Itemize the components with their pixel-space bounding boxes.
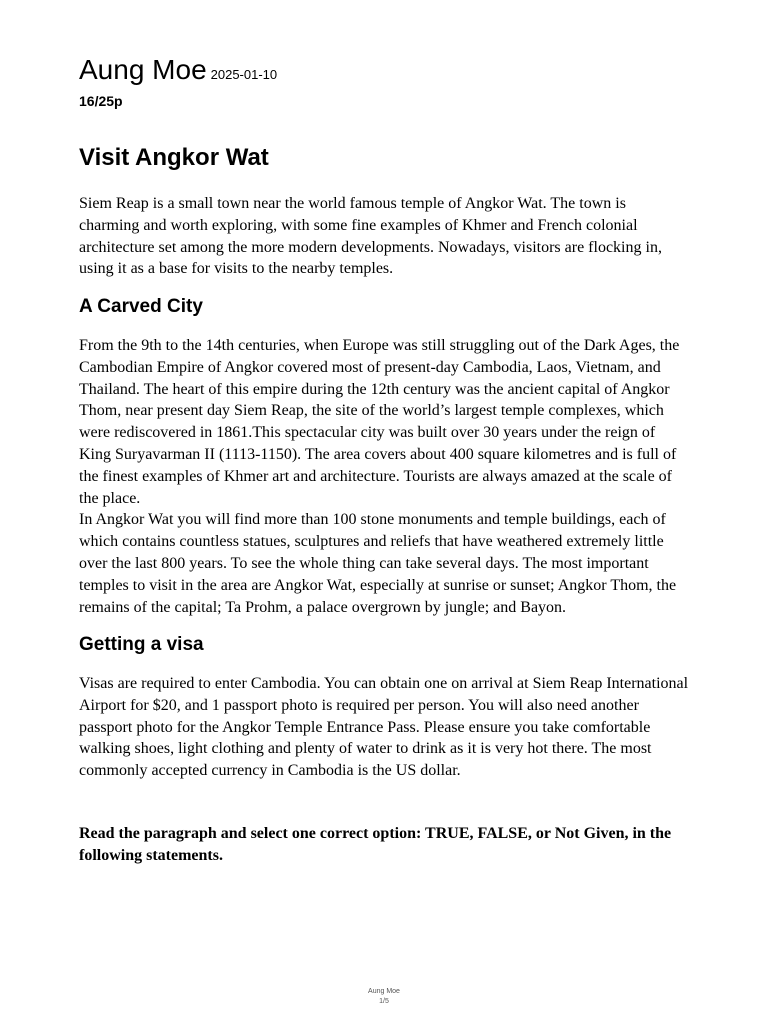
footer-author: Aung Moe bbox=[368, 988, 400, 995]
section-heading-visa: Getting a visa bbox=[79, 634, 204, 655]
section-carved-city-body bbox=[79, 335, 689, 618]
carved-city-paragraph-1: From the 9th to the 14th centuries, when Europe was still struggling out of the Dark Ages, the Cambodian Empire of Angkor covered most of present-day Cambodia, Laos, Vietnam, and Thailand. The heart of this empire during the 12th century was the ancient capital of Angkor Thom, near present day Siem Reap, the site of the world’s largest temple complexes, which were rediscovered in 1861.This spectacular city was built over 30 years under the reign of King Suryavarman II (1113-1150). The area covers about 400 square kilometres and is full of the finest examples of Khmer art and architecture. Tourists are always amazed at the scale of the place. bbox=[79, 337, 680, 507]
submission-date: 2025-01-10 bbox=[210, 67, 278, 82]
author-name: Aung Moe bbox=[79, 54, 207, 85]
page-footer bbox=[0, 987, 768, 1007]
intro-paragraph: Siem Reap is a small town near the world famous temple of Angkor Wat. The town is charming and worth exploring, with some fine examples of Khmer and French colonial architecture set among the more modern developments. Nowadays, visitors are flocking in, using it as a base for visits to the nearby temples. bbox=[79, 195, 662, 278]
section-heading-carved-city: A Carved City bbox=[79, 296, 203, 317]
article-title: Visit Angkor Wat bbox=[79, 144, 269, 171]
visa-paragraph: Visas are required to enter Cambodia. You can obtain one on arrival at Siem Reap International Airport for $20, and 1 passport photo is required per person. You will also need another passport photo for the Angkor Temple Entrance Pass. Please ensure you take comfortable walking shoes, light clothing and plenty of water to drink as it is very hot there. The most commonly accepted currency in Cambodia is the US dollar. bbox=[79, 675, 689, 780]
score-label: 16/25p bbox=[79, 93, 123, 109]
page-number: 1/5 bbox=[379, 998, 389, 1005]
carved-city-paragraph-2: In Angkor Wat you will find more than 100 stone monuments and temple buildings, each of which contains countless statues, sculptures and reliefs that have weathered extremely little over the last 800 years. To see the whole thing can take several days. The most important temples to visit in the area are Angkor Wat, especially at sunrise or sunset; Angkor Thom, the remains of the capital; Ta Prohm, a palace overgrown by jungle; and Bayon. bbox=[79, 511, 677, 616]
question-instructions: Read the paragraph and select one correct option: TRUE, FALSE, or Not Given, in the following statements. bbox=[79, 825, 672, 864]
document-header bbox=[79, 54, 277, 86]
